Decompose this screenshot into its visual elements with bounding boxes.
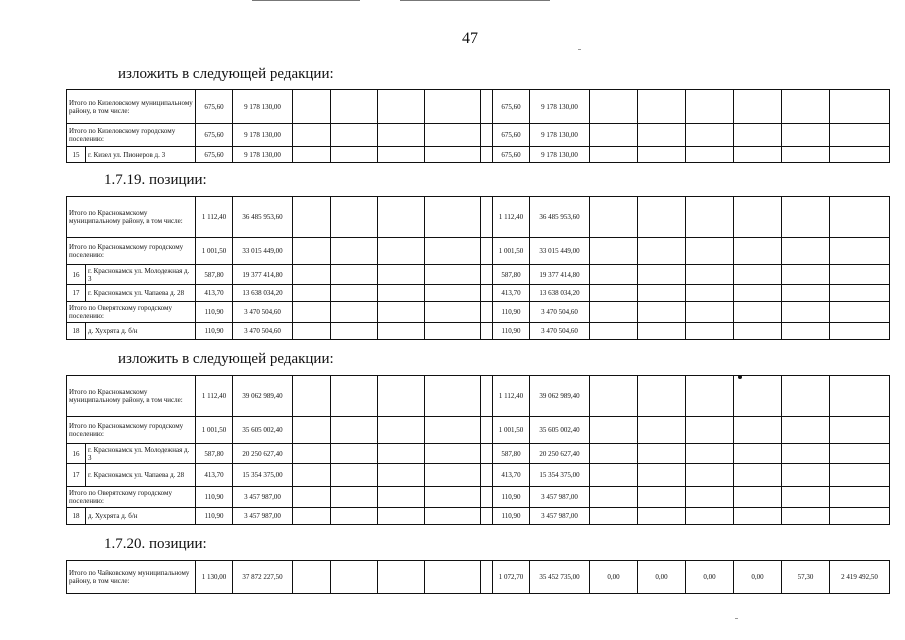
total-label: Итого по Оверятскому городскому поселению: <box>67 487 196 508</box>
table-row <box>67 238 890 265</box>
area-value: 1 130,00 <box>196 561 233 594</box>
empty-cell <box>830 238 890 265</box>
empty-cell <box>734 147 782 163</box>
empty-cell <box>830 376 890 417</box>
table-row <box>67 302 890 323</box>
empty-cell <box>734 124 782 147</box>
total-label: Итого по Краснокамскому городскому поселению: <box>67 417 196 444</box>
empty-cell <box>782 302 830 323</box>
table-row <box>67 464 890 487</box>
empty-cell <box>830 285 890 302</box>
area-value: 110,90 <box>196 323 233 340</box>
address-cell: г. Краснокамск ул. Чапаева д. 28 <box>86 464 196 487</box>
empty-cell <box>734 90 782 124</box>
address-cell: г. Краснокамск ул. Молодежная д. 3 <box>86 444 196 464</box>
empty-cell <box>293 487 331 508</box>
extra-value: 0,00 <box>590 561 638 594</box>
empty-cell <box>293 238 331 265</box>
cost-value: 37 872 227,50 <box>233 561 293 594</box>
empty-cell <box>686 464 734 487</box>
empty-cell <box>638 285 686 302</box>
total-label: Итого по Краснокамскому муниципальному району, в том числе: <box>67 376 196 417</box>
empty-cell <box>734 508 782 525</box>
row-number: 16 <box>67 444 86 464</box>
empty-cell <box>830 197 890 238</box>
cost-value: 9 178 130,00 <box>233 90 293 124</box>
empty-cell <box>734 487 782 508</box>
empty-cell <box>590 124 638 147</box>
empty-cell <box>378 90 425 124</box>
extra-value: 0,00 <box>638 561 686 594</box>
empty-cell <box>734 285 782 302</box>
empty-cell <box>782 147 830 163</box>
cost-value: 3 470 504,60 <box>530 302 590 323</box>
cost-value: 19 377 414,80 <box>233 265 293 285</box>
scan-speck <box>578 49 581 50</box>
empty-cell <box>481 376 493 417</box>
empty-cell <box>590 323 638 340</box>
area-value: 413,70 <box>196 464 233 487</box>
empty-cell <box>782 265 830 285</box>
empty-cell <box>331 197 378 238</box>
empty-cell <box>782 487 830 508</box>
table-row <box>67 323 890 340</box>
empty-cell <box>638 464 686 487</box>
area-value: 1 001,50 <box>493 238 530 265</box>
empty-cell <box>331 487 378 508</box>
area-value: 675,60 <box>196 90 233 124</box>
empty-cell <box>425 90 481 124</box>
empty-cell <box>686 197 734 238</box>
empty-cell <box>481 561 493 594</box>
empty-cell <box>782 508 830 525</box>
empty-cell <box>782 464 830 487</box>
total-label: Итого по Кизеловскому городскому поселению: <box>67 124 196 147</box>
empty-cell <box>293 561 331 594</box>
empty-cell <box>331 285 378 302</box>
empty-cell <box>782 417 830 444</box>
area-value: 1 112,40 <box>196 376 233 417</box>
empty-cell <box>638 197 686 238</box>
empty-cell <box>293 417 331 444</box>
empty-cell <box>686 444 734 464</box>
empty-cell <box>331 124 378 147</box>
empty-cell <box>734 238 782 265</box>
scan-speck <box>735 618 738 619</box>
empty-cell <box>378 444 425 464</box>
cost-value: 20 250 627,40 <box>233 444 293 464</box>
cost-value: 15 354 375,00 <box>530 464 590 487</box>
empty-cell <box>782 90 830 124</box>
page-number: 47 <box>462 30 478 47</box>
area-value: 1 112,40 <box>493 197 530 238</box>
empty-cell <box>425 285 481 302</box>
empty-cell <box>590 265 638 285</box>
empty-cell <box>590 238 638 265</box>
empty-cell <box>378 464 425 487</box>
table-row <box>67 147 890 163</box>
empty-cell <box>782 197 830 238</box>
empty-cell <box>425 376 481 417</box>
empty-cell <box>331 90 378 124</box>
cost-value: 36 485 953,60 <box>233 197 293 238</box>
empty-cell <box>293 444 331 464</box>
empty-cell <box>686 285 734 302</box>
cost-value: 9 178 130,00 <box>530 124 590 147</box>
area-value: 110,90 <box>493 487 530 508</box>
cost-value: 15 354 375,00 <box>233 464 293 487</box>
address-cell: г. Кизел ул. Пионеров д. 3 <box>86 147 196 163</box>
empty-cell <box>686 417 734 444</box>
empty-cell <box>830 265 890 285</box>
empty-cell <box>830 323 890 340</box>
empty-cell <box>378 238 425 265</box>
section-heading: изложить в следующей редакции: <box>118 351 334 367</box>
empty-cell <box>378 147 425 163</box>
empty-cell <box>293 285 331 302</box>
empty-cell <box>590 90 638 124</box>
area-value: 587,80 <box>196 444 233 464</box>
cost-value: 3 457 987,00 <box>530 508 590 525</box>
area-value: 587,80 <box>196 265 233 285</box>
address-cell: г. Краснокамск ул. Чапаева д. 28 <box>86 285 196 302</box>
area-value: 110,90 <box>196 487 233 508</box>
data-table <box>66 196 890 340</box>
empty-cell <box>481 238 493 265</box>
area-value: 413,70 <box>196 285 233 302</box>
empty-cell <box>638 323 686 340</box>
cost-value: 3 457 987,00 <box>530 487 590 508</box>
empty-cell <box>481 508 493 525</box>
cost-value: 33 015 449,00 <box>530 238 590 265</box>
area-value: 1 001,50 <box>196 238 233 265</box>
empty-cell <box>590 417 638 444</box>
area-value: 675,60 <box>493 124 530 147</box>
address-cell: д. Хухрята д. б/н <box>86 508 196 525</box>
table-row <box>67 90 890 124</box>
empty-cell <box>830 444 890 464</box>
empty-cell <box>378 197 425 238</box>
empty-cell <box>425 238 481 265</box>
empty-cell <box>481 417 493 444</box>
cost-value: 9 178 130,00 <box>530 147 590 163</box>
cost-value: 35 605 002,40 <box>530 417 590 444</box>
empty-cell <box>378 124 425 147</box>
empty-cell <box>481 147 493 163</box>
empty-cell <box>331 508 378 525</box>
empty-cell <box>782 124 830 147</box>
empty-cell <box>686 302 734 323</box>
empty-cell <box>638 238 686 265</box>
address-cell: д. Хухрята д. б/н <box>86 323 196 340</box>
area-value: 110,90 <box>493 508 530 525</box>
empty-cell <box>590 147 638 163</box>
empty-cell <box>686 90 734 124</box>
total-label: Итого по Кизеловскому муниципальному району, в том числе: <box>67 90 196 124</box>
empty-cell <box>378 487 425 508</box>
empty-cell <box>331 561 378 594</box>
data-table <box>66 375 890 525</box>
empty-cell <box>830 124 890 147</box>
empty-cell <box>425 124 481 147</box>
empty-cell <box>481 285 493 302</box>
empty-cell <box>638 147 686 163</box>
empty-cell <box>686 265 734 285</box>
empty-cell <box>425 487 481 508</box>
empty-cell <box>590 444 638 464</box>
empty-cell <box>686 147 734 163</box>
empty-cell <box>425 147 481 163</box>
empty-cell <box>830 464 890 487</box>
empty-cell <box>331 444 378 464</box>
section-heading: 1.7.20. позиции: <box>104 536 207 552</box>
empty-cell <box>293 508 331 525</box>
extra-value: 0,00 <box>734 561 782 594</box>
cost-value: 13 638 034,20 <box>530 285 590 302</box>
area-value: 1 112,40 <box>196 197 233 238</box>
empty-cell <box>481 124 493 147</box>
empty-cell <box>425 508 481 525</box>
area-value: 110,90 <box>196 302 233 323</box>
empty-cell <box>590 508 638 525</box>
empty-cell <box>331 417 378 444</box>
area-value: 675,60 <box>493 90 530 124</box>
empty-cell <box>590 285 638 302</box>
area-value: 413,70 <box>493 464 530 487</box>
cost-value: 39 062 989,40 <box>233 376 293 417</box>
empty-cell <box>425 464 481 487</box>
cost-value: 36 485 953,60 <box>530 197 590 238</box>
empty-cell <box>481 265 493 285</box>
table-row <box>67 417 890 444</box>
empty-cell <box>734 417 782 444</box>
empty-cell <box>425 444 481 464</box>
total-label: Итого по Чайковскому муниципальному району, в том числе: <box>67 561 196 594</box>
cost-value: 9 178 130,00 <box>233 147 293 163</box>
empty-cell <box>734 197 782 238</box>
total-label: Итого по Краснокамскому муниципальному району, в том числе: <box>67 197 196 238</box>
empty-cell <box>425 197 481 238</box>
empty-cell <box>590 197 638 238</box>
cost-value: 3 470 504,60 <box>233 302 293 323</box>
empty-cell <box>481 302 493 323</box>
empty-cell <box>686 376 734 417</box>
empty-cell <box>293 147 331 163</box>
empty-cell <box>782 444 830 464</box>
empty-cell <box>590 487 638 508</box>
row-number: 17 <box>67 464 86 487</box>
empty-cell <box>378 376 425 417</box>
empty-cell <box>331 147 378 163</box>
area-value: 1 001,50 <box>493 417 530 444</box>
empty-cell <box>638 376 686 417</box>
empty-cell <box>686 124 734 147</box>
empty-cell <box>293 464 331 487</box>
empty-cell <box>830 508 890 525</box>
table-row <box>67 265 890 285</box>
row-number: 15 <box>67 147 86 163</box>
cost-value: 3 457 987,00 <box>233 487 293 508</box>
empty-cell <box>293 302 331 323</box>
row-number: 18 <box>67 508 86 525</box>
empty-cell <box>638 265 686 285</box>
empty-cell <box>481 487 493 508</box>
empty-cell <box>638 487 686 508</box>
cost-value: 3 470 504,60 <box>530 323 590 340</box>
empty-cell <box>782 285 830 302</box>
cost-value: 35 605 002,40 <box>233 417 293 444</box>
table-row <box>67 285 890 302</box>
empty-cell <box>686 487 734 508</box>
empty-cell <box>590 464 638 487</box>
extra-value: 0,00 <box>686 561 734 594</box>
ink-dot <box>738 375 742 379</box>
empty-cell <box>830 487 890 508</box>
empty-cell <box>331 464 378 487</box>
area-value: 1 001,50 <box>196 417 233 444</box>
empty-cell <box>293 197 331 238</box>
empty-cell <box>830 147 890 163</box>
empty-cell <box>378 285 425 302</box>
empty-cell <box>638 417 686 444</box>
empty-cell <box>830 417 890 444</box>
table-row <box>67 376 890 417</box>
total-label: Итого по Оверятскому городскому поселению: <box>67 302 196 323</box>
empty-cell <box>425 302 481 323</box>
row-number: 16 <box>67 265 86 285</box>
empty-cell <box>378 561 425 594</box>
area-value: 675,60 <box>196 124 233 147</box>
area-value: 1 112,40 <box>493 376 530 417</box>
cost-value: 19 377 414,80 <box>530 265 590 285</box>
table-row <box>67 487 890 508</box>
empty-cell <box>782 323 830 340</box>
empty-cell <box>830 302 890 323</box>
empty-cell <box>378 417 425 444</box>
table-row <box>67 508 890 525</box>
empty-cell <box>331 302 378 323</box>
empty-cell <box>293 376 331 417</box>
section-heading: изложить в следующей редакции: <box>118 66 334 82</box>
area-value: 675,60 <box>196 147 233 163</box>
table-row <box>67 561 890 594</box>
area-value: 675,60 <box>493 147 530 163</box>
empty-cell <box>481 323 493 340</box>
data-table <box>66 560 890 594</box>
area-value: 413,70 <box>493 285 530 302</box>
cost-value: 20 250 627,40 <box>530 444 590 464</box>
data-table <box>66 89 890 163</box>
empty-cell <box>425 561 481 594</box>
table-row <box>67 197 890 238</box>
empty-cell <box>734 323 782 340</box>
empty-cell <box>638 302 686 323</box>
empty-cell <box>734 265 782 285</box>
empty-cell <box>331 265 378 285</box>
total-label: Итого по Краснокамскому городскому поселению: <box>67 238 196 265</box>
empty-cell <box>782 238 830 265</box>
empty-cell <box>686 508 734 525</box>
empty-cell <box>331 238 378 265</box>
empty-cell <box>638 508 686 525</box>
empty-cell <box>378 265 425 285</box>
empty-cell <box>378 508 425 525</box>
area-value: 587,80 <box>493 444 530 464</box>
extra-value: 57,30 <box>782 561 830 594</box>
empty-cell <box>293 90 331 124</box>
empty-cell <box>293 265 331 285</box>
top-rule-right <box>400 0 550 1</box>
empty-cell <box>293 323 331 340</box>
section-heading: 1.7.19. позиции: <box>104 172 207 188</box>
empty-cell <box>378 302 425 323</box>
empty-cell <box>378 323 425 340</box>
area-value: 110,90 <box>493 302 530 323</box>
empty-cell <box>481 90 493 124</box>
empty-cell <box>686 238 734 265</box>
cost-value: 3 457 987,00 <box>233 508 293 525</box>
area-value: 110,90 <box>196 508 233 525</box>
cost-value: 35 452 735,00 <box>530 561 590 594</box>
empty-cell <box>590 376 638 417</box>
empty-cell <box>734 444 782 464</box>
area-value: 110,90 <box>493 323 530 340</box>
area-value: 587,80 <box>493 265 530 285</box>
empty-cell <box>638 124 686 147</box>
empty-cell <box>830 90 890 124</box>
cost-value: 13 638 034,20 <box>233 285 293 302</box>
row-number: 17 <box>67 285 86 302</box>
empty-cell <box>782 376 830 417</box>
table-row <box>67 444 890 464</box>
address-cell: г. Краснокамск ул. Молодежная д. 3 <box>86 265 196 285</box>
area-value: 1 072,70 <box>493 561 530 594</box>
table-row <box>67 124 890 147</box>
empty-cell <box>686 323 734 340</box>
cost-value: 9 178 130,00 <box>233 124 293 147</box>
empty-cell <box>425 323 481 340</box>
cost-value: 3 470 504,60 <box>233 323 293 340</box>
empty-cell <box>425 265 481 285</box>
empty-cell <box>331 376 378 417</box>
empty-cell <box>293 124 331 147</box>
empty-cell <box>590 302 638 323</box>
empty-cell <box>638 444 686 464</box>
empty-cell <box>481 464 493 487</box>
empty-cell <box>734 302 782 323</box>
empty-cell <box>734 464 782 487</box>
empty-cell <box>331 323 378 340</box>
extra-value: 2 419 492,50 <box>830 561 890 594</box>
cost-value: 9 178 130,00 <box>530 90 590 124</box>
empty-cell <box>425 417 481 444</box>
row-number: 18 <box>67 323 86 340</box>
cost-value: 39 062 989,40 <box>530 376 590 417</box>
empty-cell <box>481 197 493 238</box>
empty-cell <box>481 444 493 464</box>
cost-value: 33 015 449,00 <box>233 238 293 265</box>
top-rule-left <box>252 0 360 1</box>
empty-cell <box>638 90 686 124</box>
empty-cell <box>734 376 782 417</box>
